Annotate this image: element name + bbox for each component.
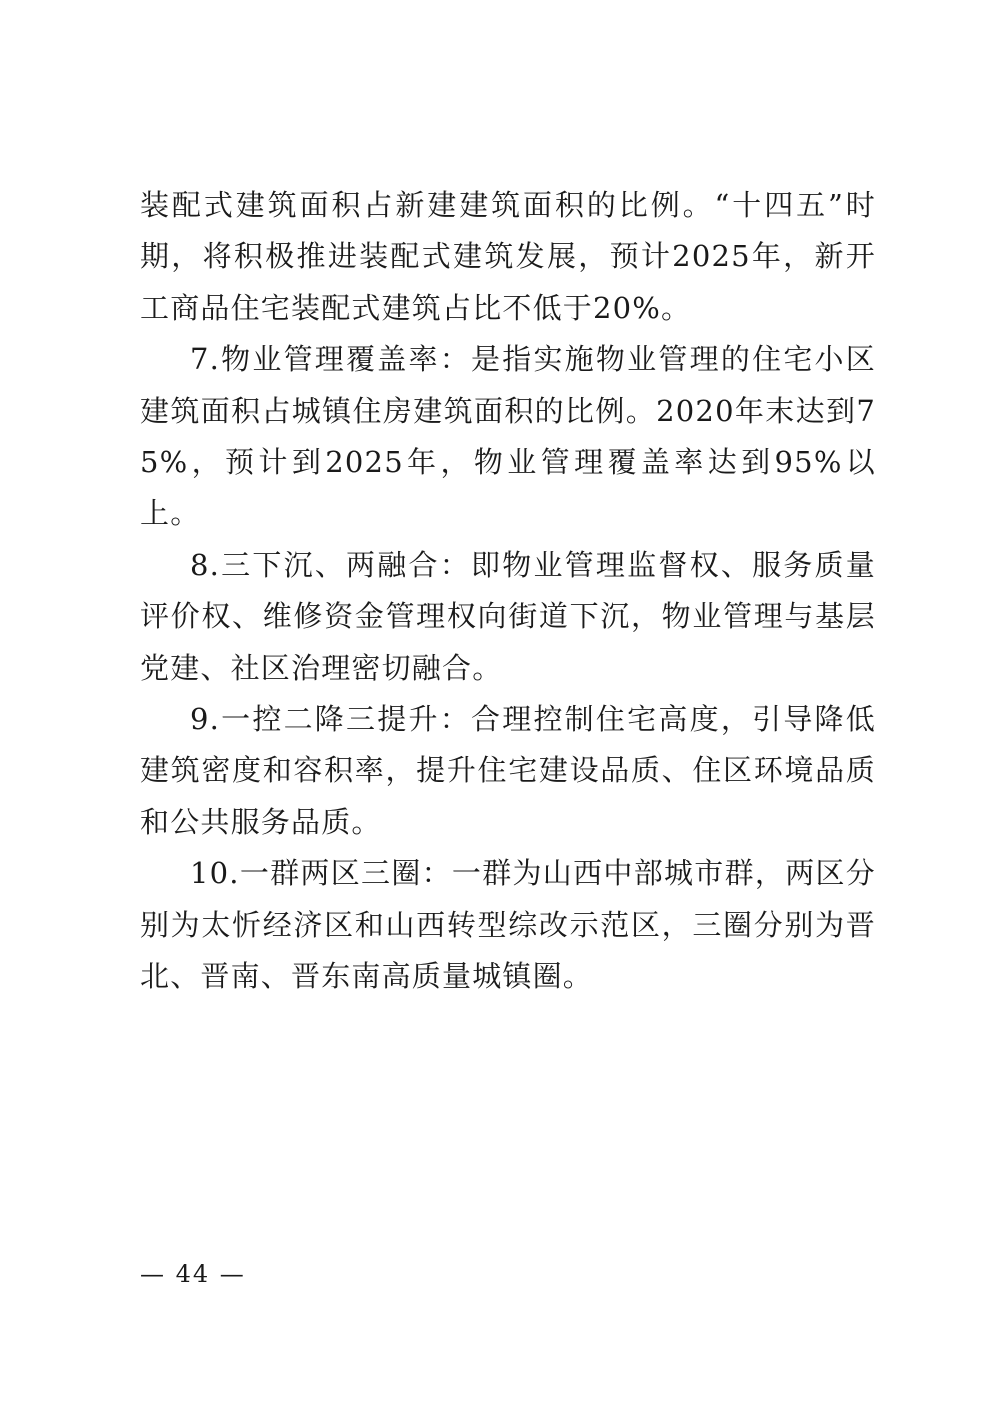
- page-number: — 44 —: [140, 1260, 246, 1288]
- paragraph-continuation: 装配式建筑面积占新建建筑面积的比例。“十四五”时期，将积极推进装配式建筑发展，预计2025年，新开工商品住宅装配式建筑占比不低于20%。: [140, 188, 876, 325]
- paragraph-item-7: 7.物业管理覆盖率：是指实施物业管理的住宅小区建筑面积占城镇住房建筑面积的比例。2020年末达到75%，预计到2025年，物业管理覆盖率达到95%以上。: [140, 342, 876, 531]
- paragraph-item-10: 10.一群两区三圈：一群为山西中部城市群，两区分别为太忻经济区和山西转型综改示范区，三圈分别为晋北、晋南、晋东南高质量城镇圈。: [140, 856, 876, 994]
- document-body: [140, 180, 876, 1003]
- paragraph-item-9: 9.一控二降三提升：合理控制住宅高度，引导降低建筑密度和容积率，提升住宅建设品质、住区环境品质和公共服务品质。: [140, 702, 876, 839]
- paragraph-item-8: 8.三下沉、两融合：即物业管理监督权、服务质量评价权、维修资金管理权向街道下沉，物业管理与基层党建、社区治理密切融合。: [140, 547, 876, 685]
